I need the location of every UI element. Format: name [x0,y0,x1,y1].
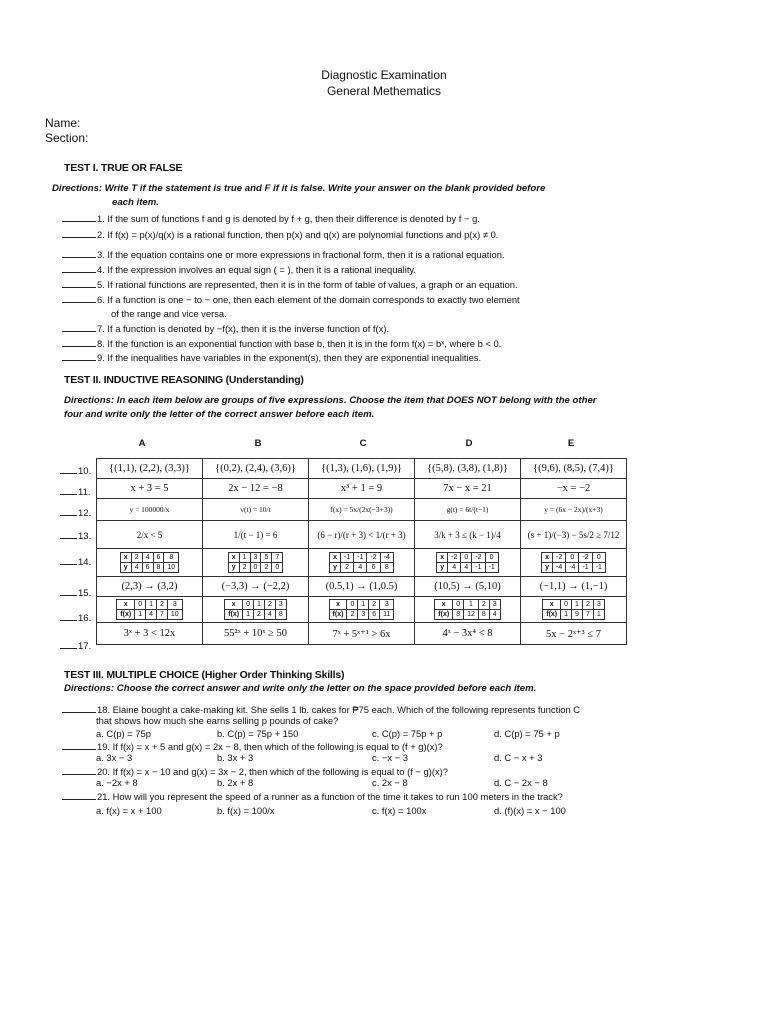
inductive-reasoning-table [96,458,627,645]
option-20a: a. −2x + 8 [96,777,138,788]
option-21a: a. f(x) = x + 100 [96,805,162,816]
value-table-cell: 8 [153,563,164,573]
table-cell: x + 3 = 5 [97,479,203,499]
row-number-11: 11. [60,486,96,498]
table-cell: {(5,8), (3,8), (1,8)} [415,459,521,479]
tf-item-3: 3. If the equation contains one or more expressions in fractional form, then it is a rational equation. [62,248,505,261]
value-table-cell: -4 [380,553,393,563]
table-cell [415,597,521,623]
table-cell: 4ˣ − 3x⁴ < 8 [415,623,521,645]
value-table-cell: 0 [566,553,579,563]
value-table [329,552,394,573]
column-label-a: A [138,438,146,449]
value-table-cell: 3 [358,610,369,620]
value-table [228,552,284,573]
table-cell [521,549,627,577]
table-cell: {(1,1), (2,2), (3,3)} [97,459,203,479]
value-table-header: f(x) [329,610,347,620]
column-label-b: B [254,438,262,449]
value-table-cell: 10 [164,563,179,573]
mc-question-18: 18. Elaine bought a cake-making kit. She sells 1 lb. cakes for ₱75 each. Which of the following represents function C [62,703,580,716]
value-table-row [543,600,605,610]
value-table-row [117,600,182,610]
value-table-header: y [120,563,131,573]
value-table [542,599,605,620]
answer-blank[interactable] [62,248,96,258]
value-table-cell: 1 [135,610,146,620]
value-table-cell: 0 [347,600,358,610]
test1-directions: Directions: Write T if the statement is true and F if it is false. Write your answer on the blank provided before [52,183,546,194]
answer-blank[interactable] [60,587,77,596]
value-table-cell: 2 [239,563,250,573]
value-table-header: y [542,563,553,573]
value-table-cell: 6 [153,553,164,563]
mc-question-21: 21. How will you represent the speed of a runner as a function of the time it takes to run 100 meters in the track? [62,790,563,803]
value-table-cell: 7 [272,553,283,563]
value-table-cell: 0 [453,600,464,610]
value-table-cell: 1 [464,600,479,610]
table-cell: 7x − x = 21 [415,479,521,499]
table-cell [309,597,415,623]
value-table-header: x [228,553,239,563]
answer-blank[interactable] [62,790,96,800]
value-table-cell: 3 [380,600,394,610]
value-table-cell: 3 [167,600,182,610]
document-title: Diagnostic Examination [321,68,447,82]
value-table-header: y [228,563,239,573]
test1-heading: TEST I. TRUE OR FALSE [64,162,183,174]
option-20d: d. C − 2x − 8 [494,777,548,788]
value-table [329,599,395,620]
tf-item-8: 8. If the function is an exponential function with base b, then it is in the form f(x) = bˣ, where b < 0. [62,337,501,350]
value-table-row [117,610,182,620]
value-table-cell: 4 [264,610,275,620]
value-table-cell: 2 [369,600,380,610]
table-cell [415,549,521,577]
value-table-cell: 6 [142,563,153,573]
value-table-cell: 4 [142,553,153,563]
option-18d: d. C(p) = 75 + p [494,728,560,739]
value-table-header: x [329,600,347,610]
table-cell: v(t) = 10/t [203,499,309,521]
value-table-cell: 6 [369,610,380,620]
value-table-header: x [437,553,448,563]
table-cell [97,549,203,577]
column-label-c: C [359,438,367,449]
answer-blank[interactable] [62,228,96,238]
value-table-header: x [330,553,341,563]
table-row [97,623,627,645]
value-table-row [330,563,394,573]
value-table-cell: 7 [157,610,168,620]
value-table-cell: 3 [275,600,286,610]
value-table-cell: 1 [243,610,254,620]
tf-item-7: 7. If a function is denoted by −f(x), then it is the inverse function of f(x). [62,322,389,335]
value-table-cell: -1 [485,563,498,573]
table-cell: 3ˣ + 3 < 12x [97,623,203,645]
answer-blank[interactable] [60,556,77,565]
value-table-cell: -4 [552,563,565,573]
option-18c: c. C(p) = 75p + p [372,728,443,739]
value-table [436,552,499,573]
value-table-header: x [117,600,135,610]
row-number-17: 17. [60,640,96,652]
table-cell: 55²ˣ + 10ˣ ≥ 50 [203,623,309,645]
row-number-10: 10. [60,465,96,477]
value-table-cell: 2 [347,610,358,620]
value-table-cell: 5 [261,553,272,563]
option-21c: c. f(x) = 100x [372,805,427,816]
table-cell: (6 − r)/(r + 3) < 1/(r + 3) [309,521,415,549]
value-table-cell: -2 [367,553,380,563]
value-table-row [120,553,178,563]
value-table-cell: 8 [164,553,179,563]
tf-item-6-cont: of the range and vice versa. [111,308,227,319]
table-cell: {(0,2), (2,4), (3,6)} [203,459,309,479]
value-table-cell: 9 [572,610,583,620]
option-20c: c. 2x − 8 [372,777,408,788]
value-table-header: f(x) [543,610,561,620]
table-row [97,577,627,597]
value-table-cell: 1 [358,600,369,610]
value-table-row [120,563,178,573]
value-table-cell: 4 [489,610,500,620]
table-cell: 1/(t − 1) = 6 [203,521,309,549]
value-table-header: f(x) [117,610,135,620]
test3-heading: TEST III. MULTIPLE CHOICE (Higher Order Thinking Skills) [64,669,345,681]
table-cell: g(t) = 6t/(t−1) [415,499,521,521]
value-table-row [330,553,394,563]
mc-question-19: 19. If f(x) = x + 5 and g(x) = 2x − 8, then which of the following is equal to (f + g)(x)? [62,740,443,753]
value-table-header: x [120,553,131,563]
table-row [97,521,627,549]
option-19c: c. −x − 3 [372,752,408,763]
table-row [97,549,627,577]
table-row [97,499,627,521]
table-cell [521,597,627,623]
value-table-cell: 1 [239,553,250,563]
row-number-13: 13. [60,530,96,542]
value-table-header: x [225,600,243,610]
tf-item-2: 2. If f(x) = p(x)/q(x) is a rational function, then p(x) and q(x) are polynomial functions and p(x) ≠ 0. [62,228,498,241]
table-cell: (s + 1)/(−3) − 5s/2 ≥ 7/12 [521,521,627,549]
table-cell: (10,5) → (5,10) [415,577,521,597]
value-table-cell: 2 [131,553,142,563]
answer-blank[interactable] [60,507,77,516]
document-subtitle: General Methematics [326,84,442,98]
table-row [97,479,627,499]
answer-blank[interactable] [62,263,96,273]
name-label: Name: [45,116,81,130]
table-cell [309,549,415,577]
value-table-cell: -2 [552,553,565,563]
table-cell [203,549,309,577]
value-table-cell: 7 [582,610,593,620]
value-table-cell: 0 [135,600,146,610]
value-table-row [435,600,500,610]
answer-blank[interactable] [60,465,77,474]
value-table-cell: 6 [367,563,380,573]
table-cell: (−1,1) → (1,−1) [521,577,627,597]
value-table-cell: 3 [489,600,500,610]
table-row [97,597,627,623]
table-cell: {(9,6), (8,5), (7,4)} [521,459,627,479]
value-table-cell: 0 [461,553,472,563]
value-table-cell: 10 [167,610,182,620]
value-table-row [543,610,605,620]
value-table-cell: -1 [579,563,592,573]
value-table-cell: 4 [448,563,461,573]
value-table-row [542,563,606,573]
answer-blank[interactable] [62,740,96,750]
value-table [434,599,500,620]
row-number-14: 14. [60,556,96,568]
value-table-cell: 1 [146,600,157,610]
option-19a: a. 3x − 3 [96,752,133,763]
answer-blank[interactable] [62,337,96,347]
tf-item-9: 9. If the inequalities have variables in the exponent(s), then they are exponential inequalities. [62,351,481,364]
value-table-row [437,553,499,563]
option-19b: b. 3x + 3 [217,752,254,763]
answer-blank[interactable] [62,212,96,222]
value-table [541,552,606,573]
value-table-cell: 2 [264,600,275,610]
value-table-cell: 12 [464,610,479,620]
tf-item-1: 1. If the sum of functions f and g is denoted by f + g, then their difference is denoted by f − g. [62,212,480,225]
answer-blank[interactable] [62,293,96,303]
row-number-16: 16. [60,612,96,624]
answer-blank[interactable] [60,612,77,621]
value-table-cell: 0 [250,563,261,573]
column-label-e: E [567,438,575,449]
value-table-cell: -1 [592,563,605,573]
value-table [120,552,179,573]
answer-blank[interactable] [60,486,77,495]
value-table-cell: -2 [579,553,592,563]
table-row [97,459,627,479]
value-table-cell: 1 [593,610,604,620]
value-table-row [225,610,287,620]
answer-blank[interactable] [62,765,96,775]
value-table-cell: -1 [354,553,367,563]
table-cell: 3/k + 3 ≤ (k − 1)/4 [415,521,521,549]
value-table-cell: 2 [478,600,489,610]
value-table-row [228,553,283,563]
row-number-15: 15. [60,587,96,599]
value-table-cell: -2 [472,553,485,563]
answer-blank[interactable] [62,322,96,332]
answer-blank[interactable] [60,530,77,539]
value-table-row [437,563,499,573]
value-table-cell: 2 [340,563,353,573]
test2-heading: TEST II. INDUCTIVE REASONING (Understanding) [64,374,304,386]
value-table [116,599,182,620]
option-18a: a. C(p) = 75p [96,728,151,739]
value-table-cell: 0 [243,600,254,610]
table-cell: −x = −2 [521,479,627,499]
test3-directions: Directions: Choose the correct answer and write only the letter on the space provided before each item. [64,683,537,694]
tf-item-5: 5. If rational functions are represented, then it is in the form of table of values, a graph or an equation. [62,278,518,291]
mc-question-20: 20. If f(x) = x − 10 and g(x) = 3x − 2, then which of the following is equal to (f − g)(x)? [62,765,448,778]
value-table-row [329,610,394,620]
value-table-cell: -2 [448,553,461,563]
tf-item-4: 4. If the expression involves an equal sign ( = ), then it is a rational inequality. [62,263,416,276]
value-table-cell: 0 [592,553,605,563]
value-table-cell: 2 [582,600,593,610]
value-table-cell: 0 [485,553,498,563]
value-table-row [542,553,606,563]
table-cell: {(1,3), (1,6), (1,9)} [309,459,415,479]
value-table-header: x [542,553,553,563]
value-table-cell: 2 [157,600,168,610]
value-table-row [435,610,500,620]
answer-blank[interactable] [60,640,77,649]
table-cell: (−3,3) → (−2,2) [203,577,309,597]
section-label: Section: [45,131,89,145]
value-table-header: y [330,563,341,573]
test2-directions: Directions: In each item below are groups of five expressions. Choose the item that DOES NOT belong with the other [64,395,597,406]
table-cell [203,597,309,623]
table-cell: 7ˣ + 5ˣ⁺¹ > 6x [309,623,415,645]
value-table-cell: 0 [272,563,283,573]
option-21d: d. (f)(x) = x − 100 [494,805,566,816]
value-table-header: x [435,600,453,610]
answer-blank[interactable] [62,703,96,713]
option-19d: d. C − x + 3 [494,752,543,763]
value-table-cell: 1 [254,600,265,610]
value-table-cell: 3 [593,600,604,610]
value-table-row [329,600,394,610]
value-table-cell: 2 [261,563,272,573]
value-table-cell: -4 [566,563,579,573]
value-table-cell: 8 [275,610,286,620]
value-table-cell: 3 [250,553,261,563]
value-table-header: f(x) [225,610,243,620]
table-cell: (2,3) → (3,2) [97,577,203,597]
value-table-cell: 4 [354,563,367,573]
value-table [224,599,287,620]
value-table-cell: -1 [472,563,485,573]
value-table-cell: 8 [478,610,489,620]
table-cell: 5x − 2ˣ⁺³ ≤ 7 [521,623,627,645]
option-20b: b. 2x + 8 [217,777,254,788]
table-cell: 2/x < 5 [97,521,203,549]
test2-directions-cont: four and write only the letter of the correct answer before each item. [64,409,375,420]
value-table-cell: 4 [146,610,157,620]
option-21b: b. f(x) = 100/x [217,805,275,816]
answer-blank[interactable] [62,278,96,288]
value-table-cell: 1 [561,610,572,620]
value-table-cell: 2 [254,610,265,620]
table-cell: 2x − 12 = −8 [203,479,309,499]
tf-item-6: 6. If a function is one − to − one, then each element of the domain corresponds to exactly two element [62,293,520,306]
table-cell: y = (6x − 2x)/(x+3) [521,499,627,521]
value-table-header: y [437,563,448,573]
table-cell: f(x) = 5x/(2x(−3+3)) [309,499,415,521]
table-cell: x³ + 1 = 9 [309,479,415,499]
value-table-cell: 8 [380,563,393,573]
mc-question-18-cont: that shows how much she earns selling p pounds of cake? [96,715,339,726]
row-number-12: 12. [60,507,96,519]
test1-directions-cont: each item. [112,197,159,208]
value-table-cell: 4 [131,563,142,573]
column-label-d: D [465,438,473,449]
value-table-cell: 11 [380,610,394,620]
table-cell: y = 100000/x [97,499,203,521]
table-cell [97,597,203,623]
option-18b: b. C(p) = 75p + 150 [217,728,299,739]
table-cell: (0.5,1) → (1,0.5) [309,577,415,597]
value-table-row [225,600,287,610]
value-table-cell: 4 [461,563,472,573]
value-table-cell: -1 [340,553,353,563]
value-table-header: x [543,600,561,610]
value-table-cell: 1 [572,600,583,610]
answer-blank[interactable] [62,351,96,361]
value-table-header: f(x) [435,610,453,620]
value-table-cell: 8 [453,610,464,620]
value-table-row [228,563,283,573]
value-table-cell: 0 [561,600,572,610]
